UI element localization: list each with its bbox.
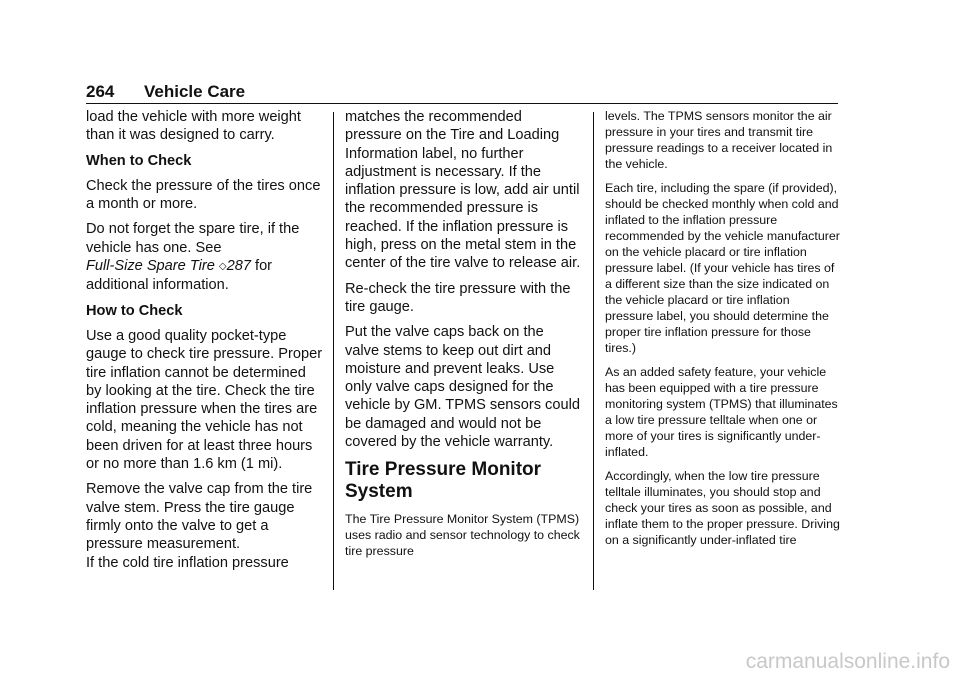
page-ref-icon: ◇ [218, 261, 227, 273]
paragraph: levels. The TPMS sensors monitor the air pressure in your tires and transmit tire pressure readings to a receiver located in the vehicle. [605, 109, 833, 171]
paragraph-text: If the cold tire inflation pressure [86, 554, 289, 571]
paragraph: Put the valve caps back on the valve stems to keep out dirt and moisture and prevent leaks. Use only valve caps designed for the vehicle by GM. TPMS sensors could be damaged and would not be covered by the vehicle warranty. [345, 324, 580, 451]
paragraph: As an added safety feature, your vehicle has been equipped with a tire pressure monitoring system (TPMS) that illuminates a low tire pressure telltale when one or more of your tires is significantly under-inflated. [605, 365, 838, 459]
spare-tire-page-ref[interactable]: 287 [226, 258, 251, 275]
paragraph-spare-tire [86, 220, 324, 294]
subheading-when-to-check: When to Check [86, 152, 192, 169]
watermark: carmanualsonline.info [745, 650, 950, 673]
paragraph-text: Remove the valve cap from the tire valve stem. Press the tire gauge firmly onto the valve to get a pressure measurement. [86, 481, 313, 553]
paragraph: Each tire, including the spare (if provided), should be checked monthly when cold and inflated to the inflation pressure recommended by the vehicle manufacturer on the vehicle placard or tire inflation pressure label. (If your vehicle has tires of a different size than the size indicated on the vehicle placard or tire inflation pressure label, you should determine the proper tire inflation pressure for those tires.) [605, 181, 840, 355]
column-1 [86, 108, 324, 572]
paragraph-text: for additional information. [86, 258, 273, 294]
paragraph-text: Do not forget the spare tire, if the vehicle has one. See [86, 221, 300, 256]
column-2 [345, 108, 581, 566]
paragraph: Use a good quality pocket-type gauge to check tire pressure. Proper tire inflation cannot be determined by looking at the tire. Check the tire inflation pressure when the tires are cold, meaning the vehicle has not been driven for at least three hours or no more than 1.6 km (1 mi). [86, 327, 323, 473]
section-title: Vehicle Care [144, 82, 246, 101]
column-3 [605, 108, 840, 556]
page-header [86, 82, 838, 102]
paragraph: Accordingly, when the low tire pressure telltale illuminates, you should stop and check your tires as soon as possible, and inflate them to the proper pressure. Driving on a significantly under-inflated tire [605, 469, 840, 547]
column-divider-1 [333, 112, 334, 590]
column-divider-2 [593, 112, 594, 590]
paragraph [86, 480, 324, 571]
header-rule [86, 103, 838, 104]
paragraph: matches the recommended pressure on the Tire and Loading Information label, no further adjustment is necessary. If the inflation pressure is low, add air until the recommended pressure is reached. If the inflation pressure is high, press on the metal stem in the center of the tire valve to release air. [345, 109, 581, 272]
page-number: 264 [86, 82, 115, 101]
paragraph: Re-check the tire pressure with the tire gauge. [345, 280, 571, 315]
subheading-how-to-check: How to Check [86, 302, 183, 319]
paragraph: load the vehicle with more weight than it was designed to carry. [86, 109, 301, 144]
paragraph: Check the pressure of the tires once a month or more. [86, 177, 321, 213]
paragraph: The Tire Pressure Monitor System (TPMS) uses radio and sensor technology to check tire pressure [345, 512, 580, 559]
spare-tire-link[interactable]: Full-Size Spare Tire [86, 258, 215, 275]
section-heading-tpms: Tire Pressure Monitor System [345, 459, 542, 503]
